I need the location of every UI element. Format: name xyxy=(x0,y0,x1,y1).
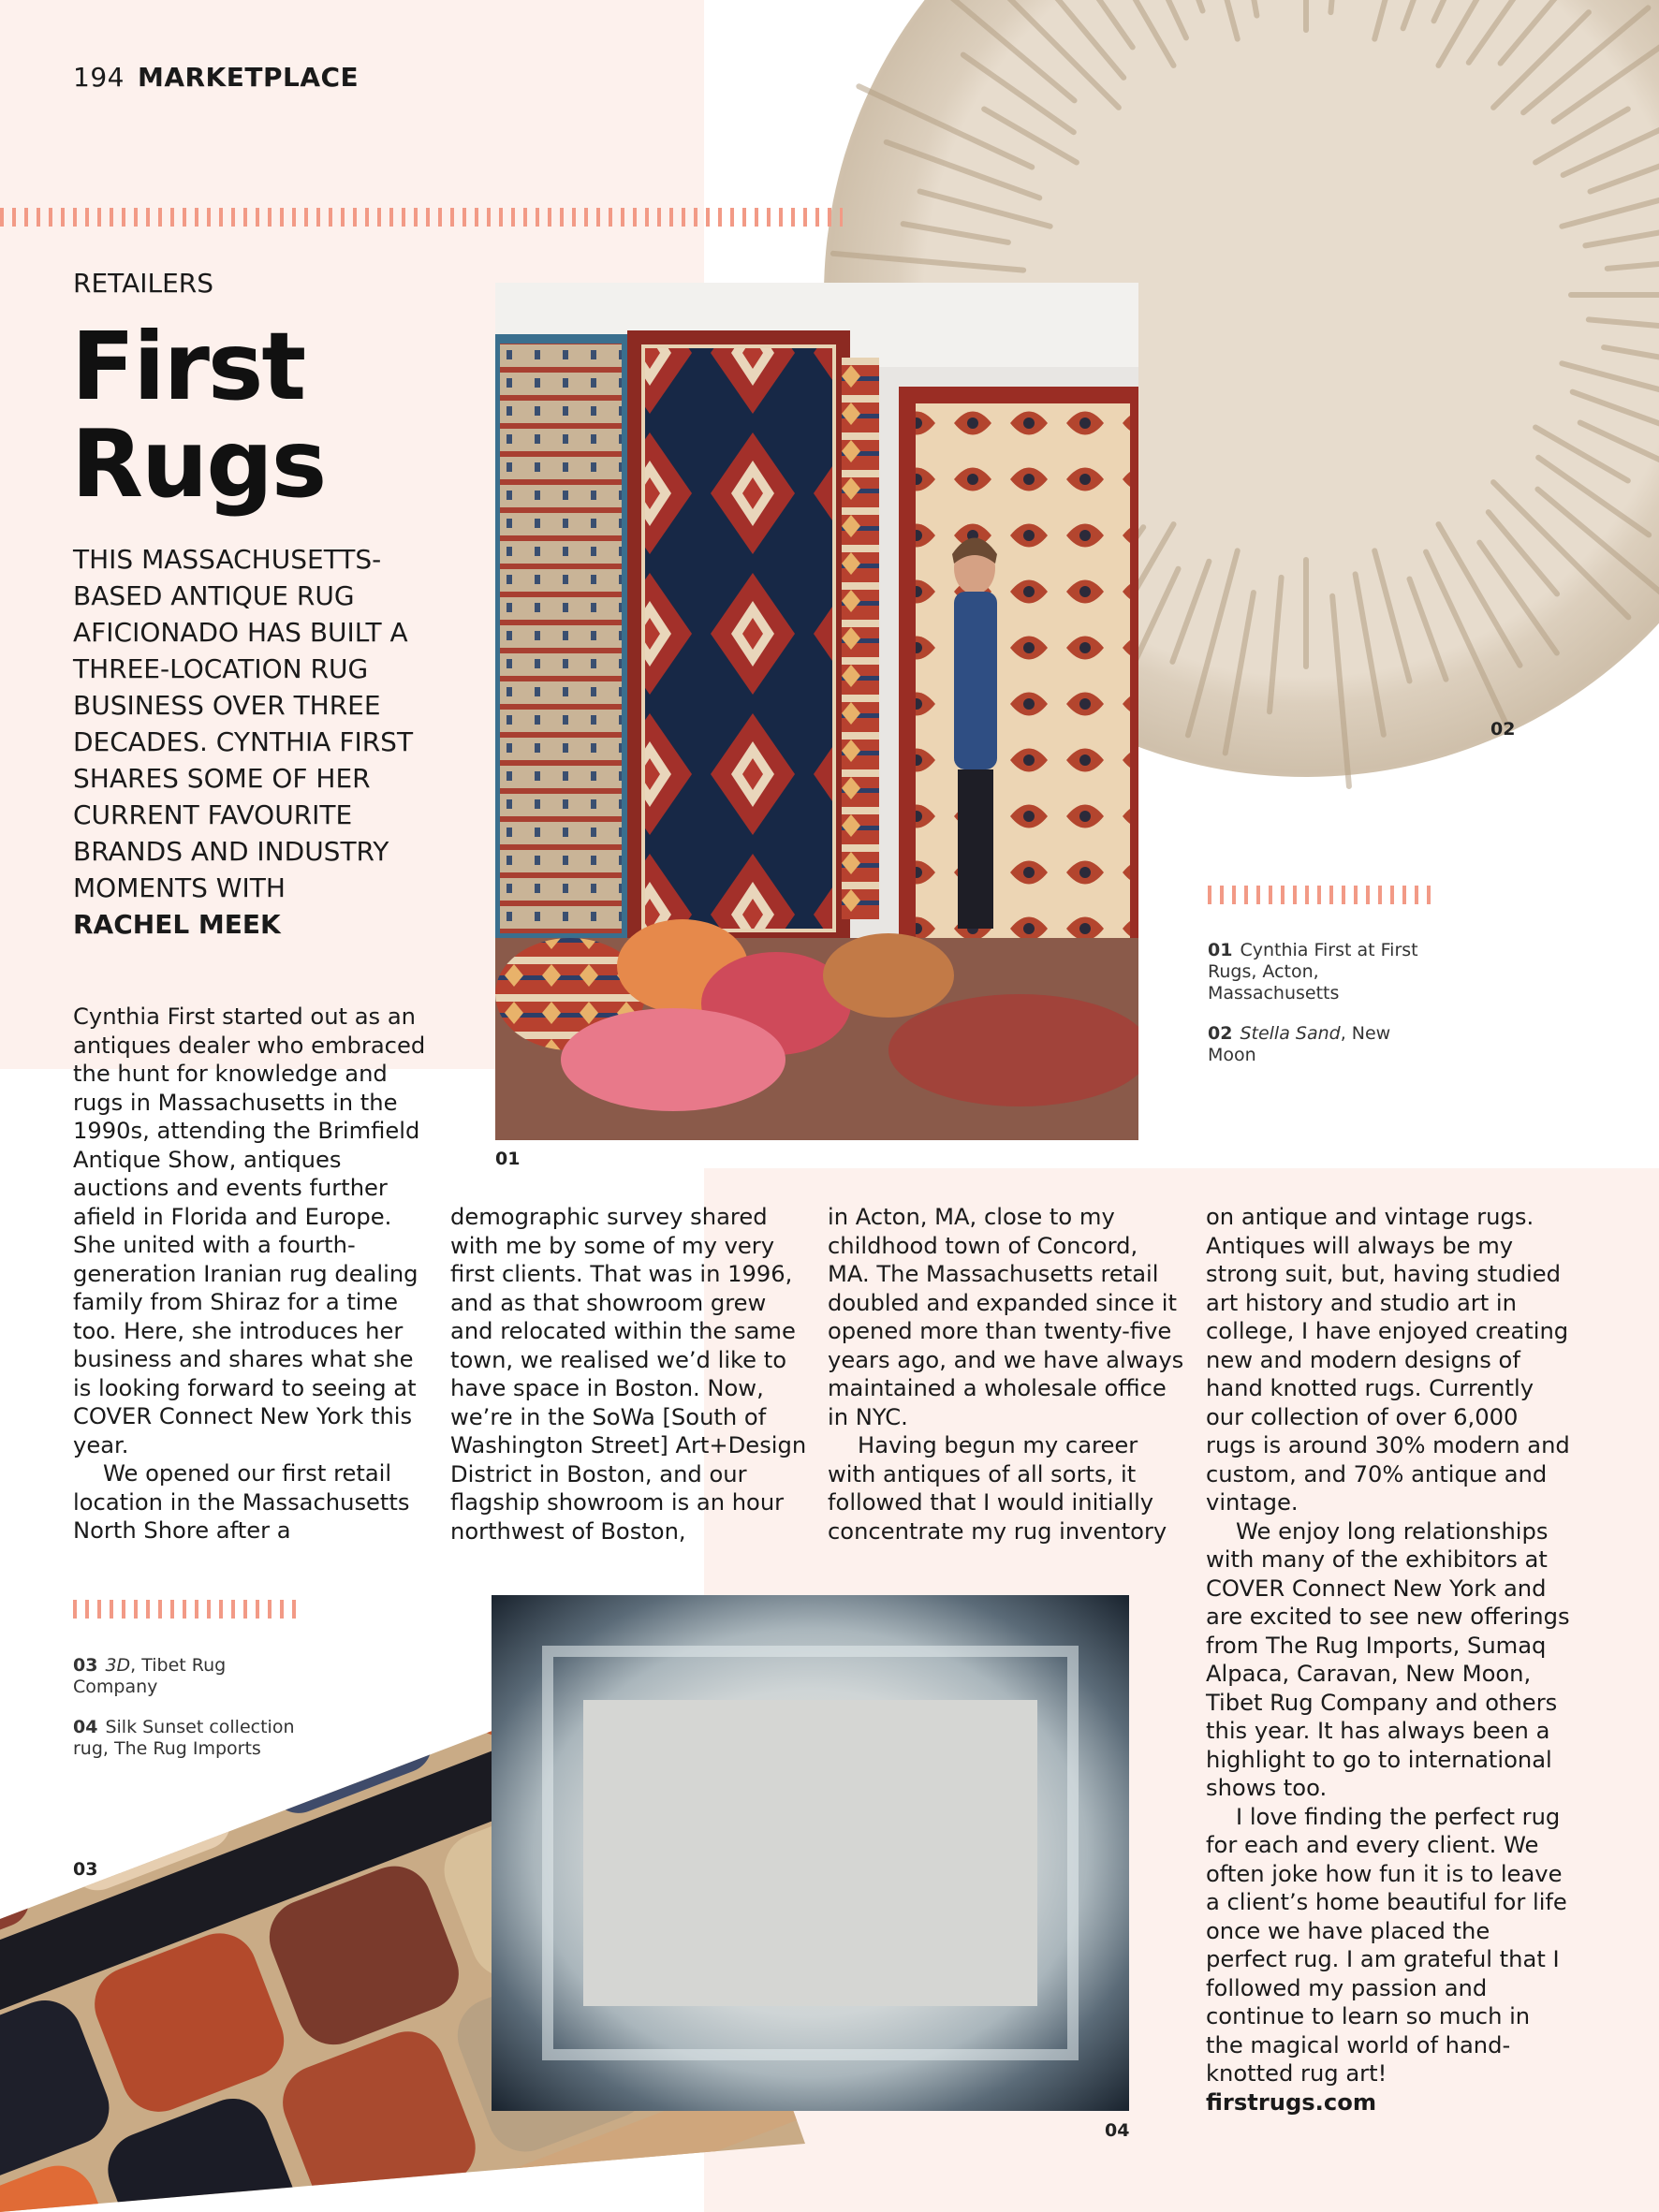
rug-ray-decoration xyxy=(830,251,1027,273)
title-line-2: Rugs xyxy=(71,409,326,519)
silk-sunset-rug-image xyxy=(492,1595,1129,2111)
rug-ray-decoration xyxy=(1587,132,1659,195)
rug-ray-decoration xyxy=(1267,575,1285,715)
rug-ray-decoration xyxy=(1372,0,1428,42)
kicker: RETAILERS xyxy=(73,268,214,299)
caption-02: 02 Stella Sand, New Moon xyxy=(1208,1023,1391,1065)
decorative-stripe-caption-left xyxy=(73,1600,298,1619)
figure-number-01: 01 xyxy=(495,1149,521,1169)
body-paragraph: Cynthia First started out as an antiques dealer who embraced the hunt for knowledge and rugs in Massachusetts in the 1990s, attending the Brimfield Antique Show, antiques auctions and events further afield in Florida and Europe. She united with a fourth-generation Iranian rug dealing family from Shiraz for a time too. Here, she introduces her business and shares what she is looking forward to seeing at COVER Connect New York this year. xyxy=(73,1003,426,1458)
byline: RACHEL MEEK xyxy=(73,909,281,940)
showroom-photo xyxy=(495,283,1138,1140)
rug-ray-decoration xyxy=(1303,557,1309,669)
figure-number-04: 04 xyxy=(1105,2120,1130,2141)
rug-ray-decoration xyxy=(1601,344,1659,370)
rug-ray-decoration xyxy=(1534,454,1652,539)
decorative-stripe-caption-right xyxy=(1208,886,1432,904)
captions-right xyxy=(1208,940,1423,1085)
rug-ray-decoration xyxy=(1434,0,1523,69)
body-paragraph: in Acton, MA, close to my childhood town of Concord, MA. The Massachusetts retail doubled and expanded since it opened more than twenty-five years ago, and we have always maintained a wholesale office in NYC. xyxy=(828,1204,1184,1430)
rug-ray-decoration xyxy=(1372,548,1414,684)
section-name: MARKETPLACE xyxy=(137,62,360,93)
rug-ray-decoration xyxy=(1088,0,1177,69)
rug-ray-decoration xyxy=(1051,0,1128,81)
body-column-3 xyxy=(828,1203,1185,1545)
body-paragraph: demographic survey shared with me by some of my very first clients. That was in 1996, and as that showroom grew and relocated within the same town, we realised we’d like to have space in Boston. Now, we’re in the SoWa [South of Washington Street] Art+Design District in Boston, and our flagship showroom is an hour northwest of Boston, xyxy=(450,1204,807,1545)
title-line-1: First xyxy=(71,312,305,421)
rug-ray-decoration xyxy=(1532,105,1632,166)
body-column-2 xyxy=(450,1203,808,1545)
page-number: 194 xyxy=(73,62,125,93)
rug-ray-decoration xyxy=(1582,224,1659,249)
body-paragraph: We enjoy long relationships with many of the exhibitors at COVER Connect New York and are excited to see new offerings from The Rug Imports, Sumaq Alpaca, Caravan, New Moon, Tibet Rug Company and others this year. It has always been a highlight to go to international shows too. xyxy=(1206,1517,1570,1801)
rug-ray-decoration xyxy=(1475,538,1561,656)
silk-sunset-illustration xyxy=(492,1595,1129,2111)
body-paragraph: on antique and vintage rugs. Antiques will always be my strong suit, but, having studied art history and studio art in college, I have enjoyed creating new and modern designs of hand knotted rugs. Currently our collection of over 6,000 rugs is around 30% modern and custom, and 70% antique and vintage. xyxy=(1206,1204,1570,1516)
figure-number-02: 02 xyxy=(1490,719,1516,740)
page-header xyxy=(73,62,359,93)
body-paragraph: We opened our first retail location in the Massachusetts North Shore after a xyxy=(73,1460,410,1544)
rug-ray-decoration xyxy=(1586,316,1659,339)
rug-ray-decoration xyxy=(1352,571,1387,738)
rug-ray-decoration xyxy=(1199,0,1241,42)
body-column-1 xyxy=(73,1003,431,1545)
rug-ray-decoration xyxy=(1568,292,1659,298)
rug-ray-decoration xyxy=(1328,0,1345,15)
caption-04: 04 Silk Sunset collection rug, The Rug Imports xyxy=(73,1717,295,1759)
rug-ray-decoration xyxy=(1605,254,1659,271)
decorative-stripe-top xyxy=(0,208,843,227)
caption-03: 03 3D, Tibet Rug Company xyxy=(73,1655,227,1697)
figure-number-03: 03 xyxy=(73,1859,98,1880)
caption-01: 01 Cynthia First at First Rugs, Acton, Massachusetts xyxy=(1208,940,1418,1003)
rug-ray-decoration xyxy=(900,221,1011,246)
body-paragraph: I love finding the perfect rug for each and every client. We often joke how fun it is to leave a client’s home beautiful for life once we have placed the perfect rug. I am grateful that I followed my passion and continue to learn so much in the magical world of hand-knotted rug art! xyxy=(1206,1803,1567,2087)
rug-ray-decoration xyxy=(1485,508,1562,598)
body-paragraph: Having begun my career with antiques of all sorts, it followed that I would initially concentrate my rug inventory xyxy=(828,1432,1167,1545)
rug-ray-decoration xyxy=(980,105,1080,166)
rug-ray-decoration xyxy=(960,51,1078,136)
showroom-illustration xyxy=(495,283,1138,1140)
rug-ray-decoration xyxy=(1549,8,1659,125)
rug-ray-decoration xyxy=(1303,0,1309,33)
standfirst-text: THIS MASSACHUSETTS-BASED ANTIQUE RUG AFICIONADO HAS BUILT A THREE-LOCATION RUG BUSINESS OVER THREE DECADES. CYNTHIA FIRST SHARES SOME OF HER CURRENT FAVOURITE BRANDS AND INDUSTRY MOMENTS WITH xyxy=(73,544,414,903)
standfirst xyxy=(73,541,429,943)
article-title xyxy=(71,312,427,519)
rug-ray-decoration xyxy=(1329,593,1352,790)
rug-ray-decoration xyxy=(883,139,1043,201)
rug-ray-decoration xyxy=(1532,423,1632,484)
body-column-4 xyxy=(1206,1203,1571,2117)
rug-ray-decoration xyxy=(1222,590,1256,756)
website-link[interactable]: firstrugs.com xyxy=(1206,2088,1377,2116)
